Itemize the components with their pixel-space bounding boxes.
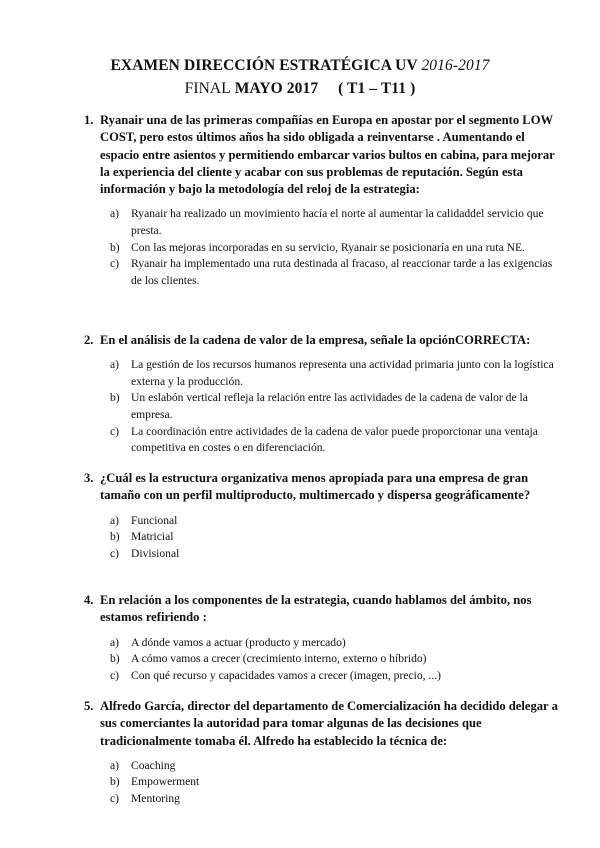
exam-academic-year: 2016-2017: [421, 57, 490, 74]
option-text: Un eslabón vertical refleja la relación entre las actividades de la cadena de valor de la empresa.: [131, 391, 528, 422]
option-text: La coordinación entre actividades de la cadena de valor puede proporcionar una ventaja competitiva en costes o en diferenciación.: [131, 424, 538, 455]
option-text: Matricial: [131, 530, 174, 544]
option-text: Funcional: [131, 513, 178, 527]
option-label: a): [110, 358, 120, 372]
option-label: b): [110, 530, 120, 544]
question-number: 1.: [84, 113, 94, 127]
option-text: A cómo vamos a crecer (crecimiento interno, externo o híbrido): [131, 652, 427, 666]
option-text: A dónde vamos a actuar (producto y mercado): [131, 635, 346, 649]
question-text: Alfredo García, director del departamento de Comercialización ha decidido delegar a sus comerciantes la autoridad para tomar algunas de las decisiones que tradicionalmente tomaba él. Alfredo ha establecido la técnica de:: [100, 699, 558, 748]
exam-topics: ( T1 – T11 ): [338, 80, 416, 97]
option-label: b): [110, 652, 120, 666]
answer-options: [110, 206, 564, 289]
answer-option-c: [110, 668, 564, 685]
answer-option-b: [110, 651, 564, 668]
answer-options: [110, 758, 564, 808]
answer-option-a: [110, 513, 564, 530]
answer-option-a: [110, 635, 564, 652]
answer-option-c: [110, 546, 564, 563]
option-label: c): [110, 546, 120, 560]
option-label: a): [110, 207, 120, 221]
option-text: Ryanair ha realizado un movimiento hacía el norte al aumentar la calidaddel servicio que presta.: [131, 207, 544, 238]
exam-subtitle: [0, 80, 600, 98]
question-2: [84, 332, 564, 473]
exam-type: FINAL: [184, 80, 231, 97]
option-text: Empowerment: [131, 775, 200, 789]
answer-option-b: [110, 529, 564, 546]
option-text: Con qué recurso y capacidades vamos a crecer (imagen, precio, ...): [131, 668, 441, 682]
answer-options: [110, 513, 564, 563]
question-number: 2.: [84, 333, 94, 347]
question-number: 4.: [84, 593, 94, 607]
answer-option-c: [110, 256, 564, 289]
question-5: [84, 698, 564, 824]
answer-options: [110, 635, 564, 685]
answer-option-c: [110, 791, 564, 808]
answer-option-b: [110, 774, 564, 791]
exam-title-main: EXAMEN DIRECCIÓN ESTRATÉGICA UV: [110, 57, 418, 74]
answer-option-a: [110, 357, 564, 390]
option-label: c): [110, 792, 120, 806]
exam-title: [0, 57, 600, 75]
option-label: c): [110, 424, 120, 438]
answer-option-c: [110, 424, 564, 457]
option-label: a): [110, 758, 120, 772]
question-text: En relación a los componentes de la estrategia, cuando hablamos del ámbito, nos estamos refiriendo :: [100, 593, 532, 625]
question-number: 5.: [84, 699, 94, 713]
answer-option-b: [110, 240, 564, 257]
option-label: a): [110, 513, 120, 527]
option-text: Con las mejoras incorporadas en su servicio, Ryanair se posicionaría en una ruta NE.: [131, 240, 525, 254]
option-text: La gestión de los recursos humanos representa una actividad primaria junto con la logística externa y la producción.: [131, 358, 554, 388]
question-3: [84, 470, 564, 578]
question-text: En el análisis de la cadena de valor de la empresa, señale la opciónCORRECTA:: [100, 333, 531, 347]
option-text: Coaching: [131, 758, 176, 772]
option-label: b): [110, 775, 120, 789]
question-4: [84, 592, 564, 700]
answer-option-a: [110, 206, 564, 239]
answer-options: [110, 357, 564, 457]
exam-date: MAYO 2017: [234, 80, 319, 97]
question-number: 3.: [84, 471, 94, 485]
answer-option-a: [110, 758, 564, 775]
option-label: c): [110, 668, 120, 682]
option-label: c): [110, 257, 120, 271]
option-text: Ryanair ha implementado una ruta destinada al fracaso, al reaccionar tarde a las exigencias de los clientes.: [131, 257, 553, 287]
question-text: ¿Cuál es la estructura organizativa menos apropiada para una empresa de gran tamaño con un perfil multiproducto, multimercado y dispersa geográficamente?: [100, 471, 531, 503]
option-text: Divisional: [131, 546, 180, 560]
option-label: b): [110, 391, 120, 405]
option-label: a): [110, 635, 120, 649]
option-label: b): [110, 240, 120, 254]
answer-option-b: [110, 390, 564, 423]
question-text: Ryanair una de las primeras compañías en Europa en apostar por el segmento LOW COST, pero estos últimos años ha sido obligada a reinventarse . Aumentando el espacio entre asientos y permitiendo embarcar varios bultos en cabina, para mejorar la experiencia del cliente y acabar con sus problemas de reputación. Según esta información y bajo la metodología del reloj de la estrategia:: [100, 113, 555, 197]
option-text: Mentoring: [131, 792, 180, 806]
question-1: [84, 112, 564, 305]
